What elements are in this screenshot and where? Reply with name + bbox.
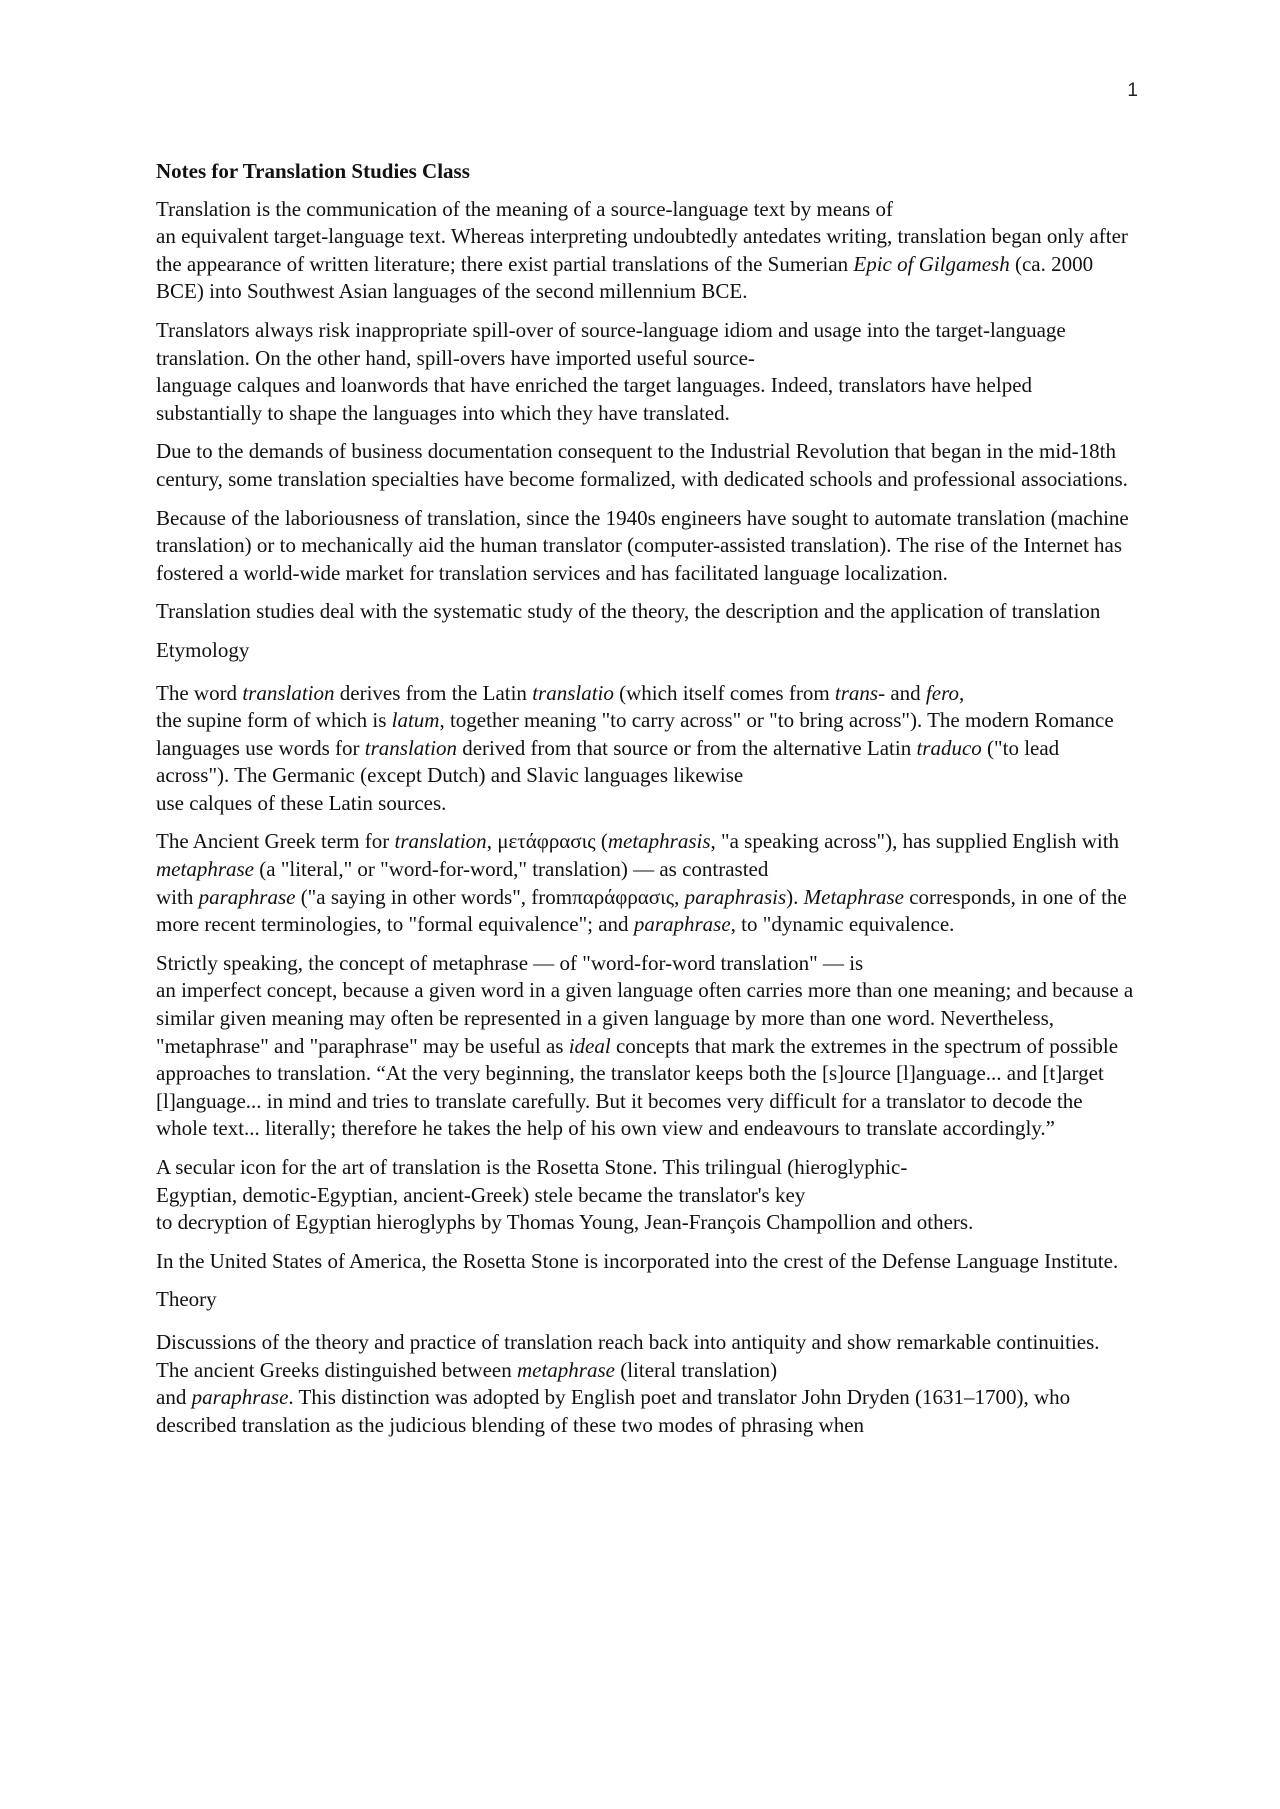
italic-text: metaphrasis: [607, 829, 711, 854]
paragraph-etymology: [156, 680, 1136, 818]
paragraph-theory: [156, 1329, 1136, 1439]
text-span: (a "literal," or "word-for-word," translation) — as contrasted: [254, 857, 769, 882]
text-span: concepts that mark the extremes in the spectrum of possible approaches to translation. “At the very beginning, the translator keeps both the [s]ource [l]anguage... and [t]arget [l]anguage... in mind and tries to translate carefully. But it becomes very difficult for a translator to decode the whole text... literally; therefore he takes the help of his own view and endeavours to translate accordingly.”: [156, 1033, 1119, 1141]
italic-text: Metaphrase: [803, 884, 904, 909]
paragraph-metaphrase-concept: [156, 950, 1136, 1143]
paragraph-business-documentation: Due to the demands of business documentation consequent to the Industrial Revolution that began in the mid-18th century, some translation specialties have become formalized, with dedicated schools and professional associations.: [156, 439, 1128, 491]
heading-theory: Theory: [156, 1287, 217, 1312]
text-span: Egyptian, demotic-Egyptian, ancient-Greek) stele became the translator's key: [156, 1182, 806, 1207]
italic-text: metaphrase: [516, 1357, 615, 1382]
italic-text: latum: [391, 708, 440, 733]
italic-text: metaphrase: [156, 857, 254, 882]
text-span: with: [156, 884, 199, 909]
text-span: and: [156, 1385, 192, 1410]
text-span: (which itself comes from: [613, 680, 835, 705]
text-span: an equivalent target-language text. Whereas interpreting undoubtedly antedates writing, translation began only after the appearance of written literature; there exist partial translations of the Sumerian: [156, 224, 1128, 276]
paragraph-translation-studies: Translation studies deal with the systematic study of the theory, the description and the application of translation: [156, 599, 1101, 624]
heading-etymology: Etymology: [156, 637, 250, 662]
text-span: The Ancient Greek term for: [156, 829, 395, 854]
text-span: ("to lead across"). The Germanic (except Dutch) and Slavic languages likewise: [156, 735, 1060, 788]
italic-text: trans-: [834, 680, 886, 705]
document-title: Notes for Translation Studies Class: [156, 159, 470, 183]
text-span: the supine form of which is: [156, 708, 392, 733]
text-span: derives from the Latin: [334, 680, 533, 705]
text-span: ).: [786, 884, 804, 909]
text-span: to decryption of Egyptian hieroglyphs by Thomas Young, Jean-François Champollion and others.: [156, 1210, 974, 1235]
document-body: [156, 158, 1136, 1450]
text-span: . This distinction was adopted by English poet and translator John Dryden (1631–1700), who described translation as the judicious blending of these two modes of phrasing when: [156, 1385, 1071, 1437]
italic-text: paraphrase: [198, 884, 296, 909]
text-span: , to "dynamic equivalence.: [730, 912, 955, 937]
paragraph-rosetta-stone: [156, 1154, 1136, 1237]
italic-text: ideal: [568, 1033, 611, 1058]
text-span: Strictly speaking, the concept of metaphrase — of "word-for-word translation" — is: [156, 950, 864, 975]
paragraph-machine-translation: Because of the laboriousness of translation, since the 1940s engineers have sought to automate translation (machine translation) or to mechanically aid the human translator (computer-assisted translation). The rise of the Internet has fostered a world-wide market for translation services and has facilitated language localization.: [156, 505, 1129, 585]
italic-text: translatio: [532, 680, 614, 705]
text-span: language calques and loanwords that have enriched the target languages. Indeed, translators have helped substantially to shape the languages into which they have translated.: [156, 373, 1033, 425]
text-span: The word: [156, 680, 243, 705]
text-span: derived from that source or from the alternative Latin: [456, 735, 917, 760]
text-span: ,: [958, 680, 965, 705]
italic-text: translation: [242, 680, 335, 705]
paragraph-translation-definition: [156, 196, 1136, 306]
text-span: , together meaning "to carry across" or "to bring across"). The modern Romance languages use words for: [156, 708, 1114, 760]
page-number: 1: [1127, 80, 1138, 101]
italic-text: translation: [364, 735, 457, 760]
italic-text: paraphrasis: [684, 884, 787, 909]
text-span: , "a speaking across"), has supplied English with: [710, 829, 1120, 854]
italic-text: Epic of Gilgamesh: [853, 251, 1010, 276]
italic-text: paraphrase: [633, 912, 731, 937]
text-span: Translators always risk inappropriate spill-over of source-language idiom and usage into the target-language translation. On the other hand, spill-overs have imported useful source-: [156, 317, 1066, 370]
italic-text: translation: [394, 829, 487, 854]
italic-text: traduco: [916, 735, 982, 760]
text-span: , μετάφρασις (: [486, 829, 608, 854]
text-span: and: [885, 680, 926, 705]
text-span: Discussions of the theory and practice of translation reach back into antiquity and show remarkable continuities. The ancient Greeks distinguished between: [156, 1329, 1100, 1382]
text-span: A secular icon for the art of translation is the Rosetta Stone. This trilingual (hieroglyphic-: [156, 1155, 908, 1179]
paragraph-ancient-greek: [156, 828, 1136, 938]
paragraph-defense-language-institute: In the United States of America, the Rosetta Stone is incorporated into the crest of the Defense Language Institute.: [156, 1248, 1119, 1273]
italic-text: fero: [925, 680, 959, 705]
text-span: an imperfect concept, because a given word in a given language often carries more than one meaning; and because a similar given meaning may often be represented in a given language by more than one word. Nevertheless, "metaphrase" and "paraphrase" may be useful as: [156, 978, 1134, 1058]
italic-text: paraphrase: [191, 1385, 289, 1410]
text-span: corresponds, in one of the more recent terminologies, to "formal equivalence"; and: [156, 884, 1127, 937]
text-span: (ca. 2000 BCE) into Southwest Asian languages of the second millennium BCE.: [156, 251, 1094, 304]
text-span: Translation is the communication of the meaning of a source-language text by means of: [156, 196, 893, 221]
paragraph-spill-over: [156, 317, 1136, 427]
text-span: use calques of these Latin sources.: [156, 790, 447, 815]
text-span: ("a saying in other words", fromπαράφρασις,: [295, 884, 685, 909]
text-span: (literal translation): [614, 1357, 778, 1382]
